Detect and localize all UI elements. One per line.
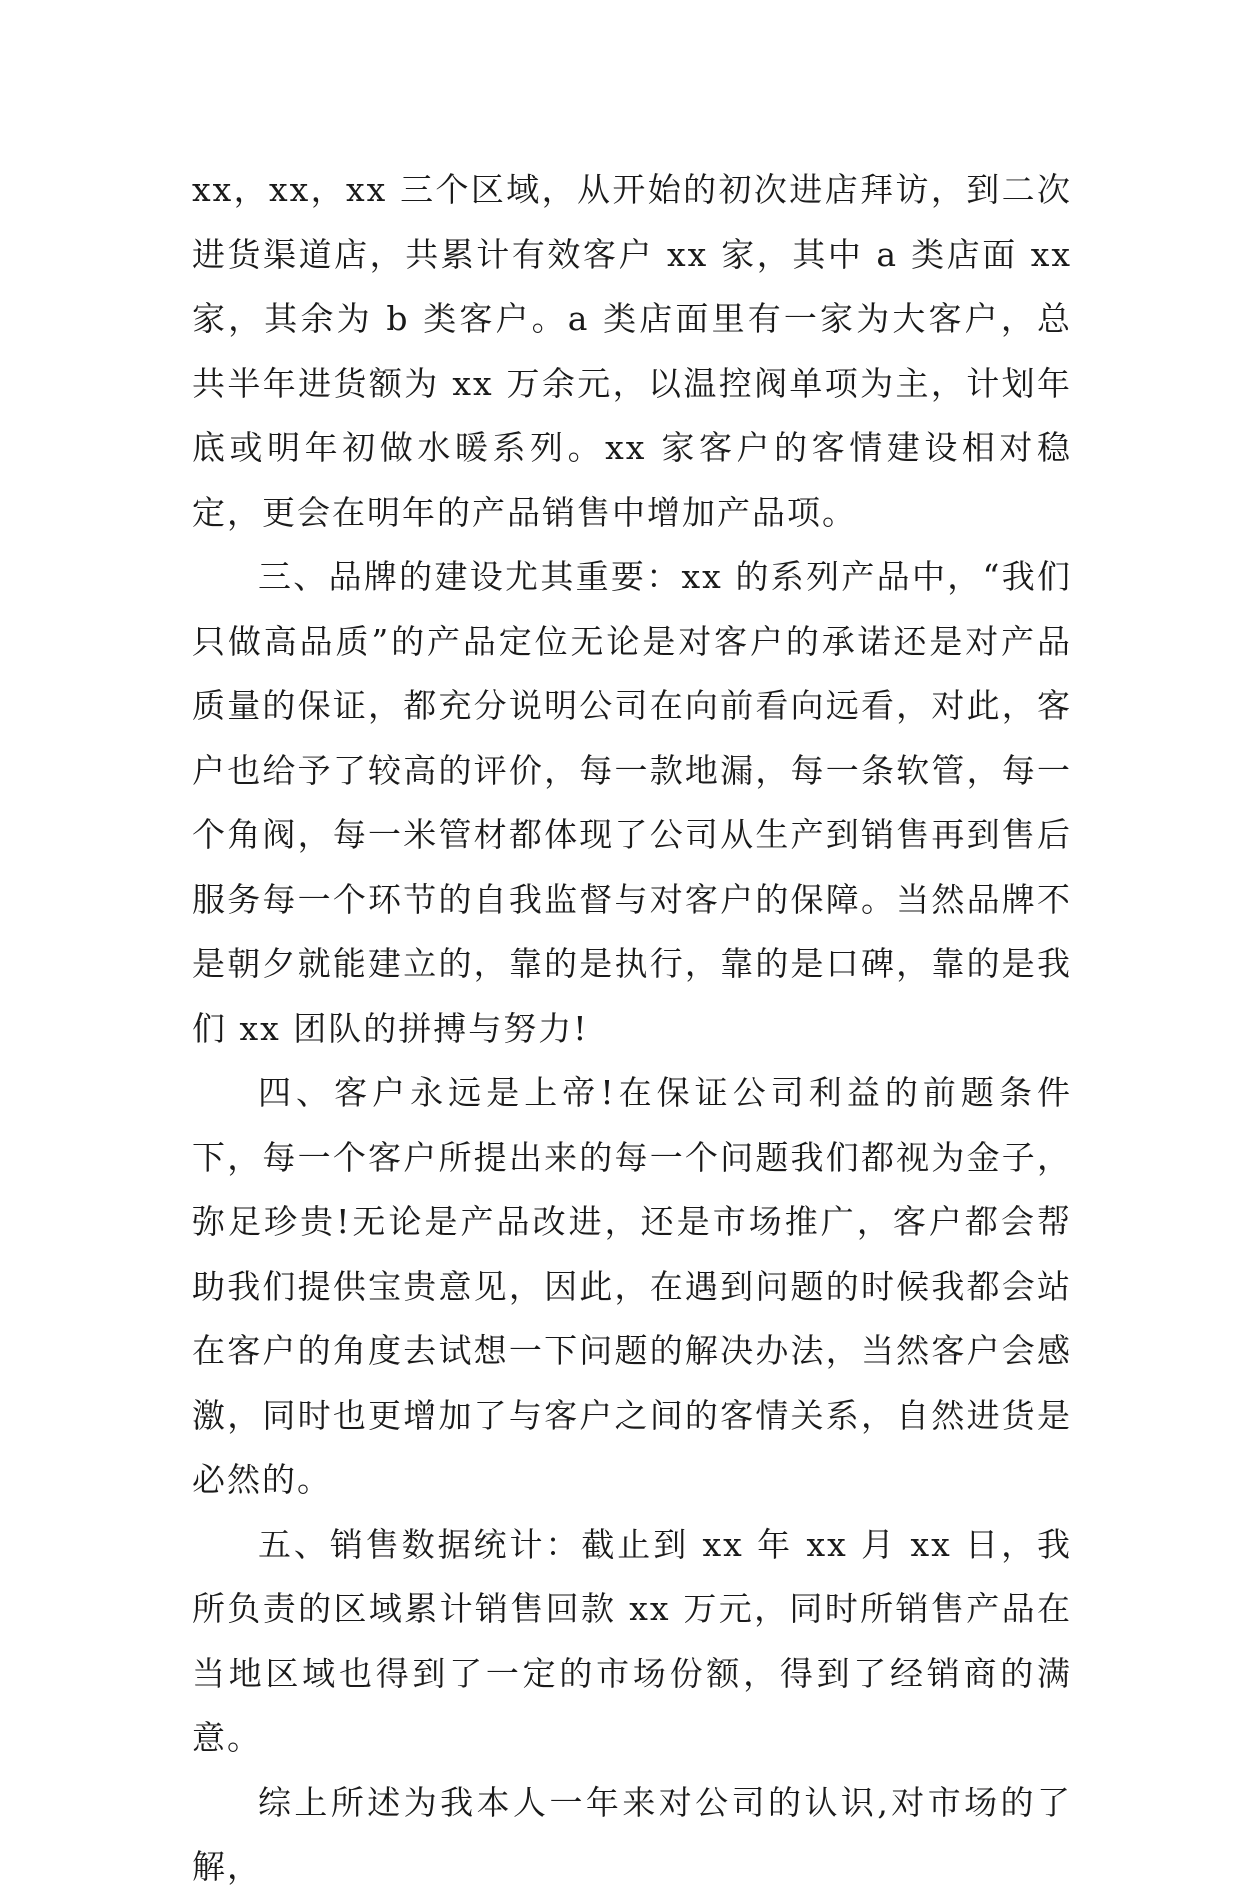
- paragraph-customer-regions: xx，xx，xx 三个区域，从开始的初次进店拜访，到二次进货渠道店，共累计有效客户 xx 家，其中 a 类店面 xx 家，其余为 b 类客户。a 类店面里有一家为大客户，总共半年进货额为 xx 万余元，以温控阀单项为主，计划年底或明年初做水暖系列。xx 家客户的客情建设相对稳定，更会在明年的产品销售中增加产品项。: [192, 170, 1072, 532]
- paragraph-brand-building: 三、品牌的建设尤其重要：xx 的系列产品中，“我们只做高品质”的产品定位无论是对客户的承诺还是对产品质量的保证，都充分说明公司在向前看向远看，对此，客户也给予了较高的评价，每一款地漏，每一条软管，每一个角阀，每一米管材都体现了公司从生产到销售再到售后服务每一个环节的自我监督与对客户的保障。当然品牌不是朝夕就能建立的，靠的是执行，靠的是口碑，靠的是我们 xx 团队的拼搏与努力!: [192, 557, 1072, 1048]
- paragraph-sales-statistics: 五、销售数据统计：截止到 xx 年 xx 月 xx 日，我所负责的区域累计销售回款 xx 万元，同时所销售产品在当地区域也得到了一定的市场份额，得到了经销商的满意。: [192, 1524, 1072, 1757]
- document-body: [192, 158, 1072, 1900]
- paragraph-customer-first: 四、客户永远是上帝!在保证公司利益的前题条件下，每一个客户所提出来的每一个问题我们都视为金子，弥足珍贵!无论是产品改进，还是市场推广，客户都会帮助我们提供宝贵意见，因此，在遇到问题的时候我都会站在客户的角度去试想一下问题的解决办法，当然客户会感激，同时也更增加了与客户之间的客情关系，自然进货是必然的。: [192, 1073, 1072, 1499]
- paragraph-summary: 综上所述为我本人一年来对公司的认识,对市场的了解，: [192, 1782, 1072, 1886]
